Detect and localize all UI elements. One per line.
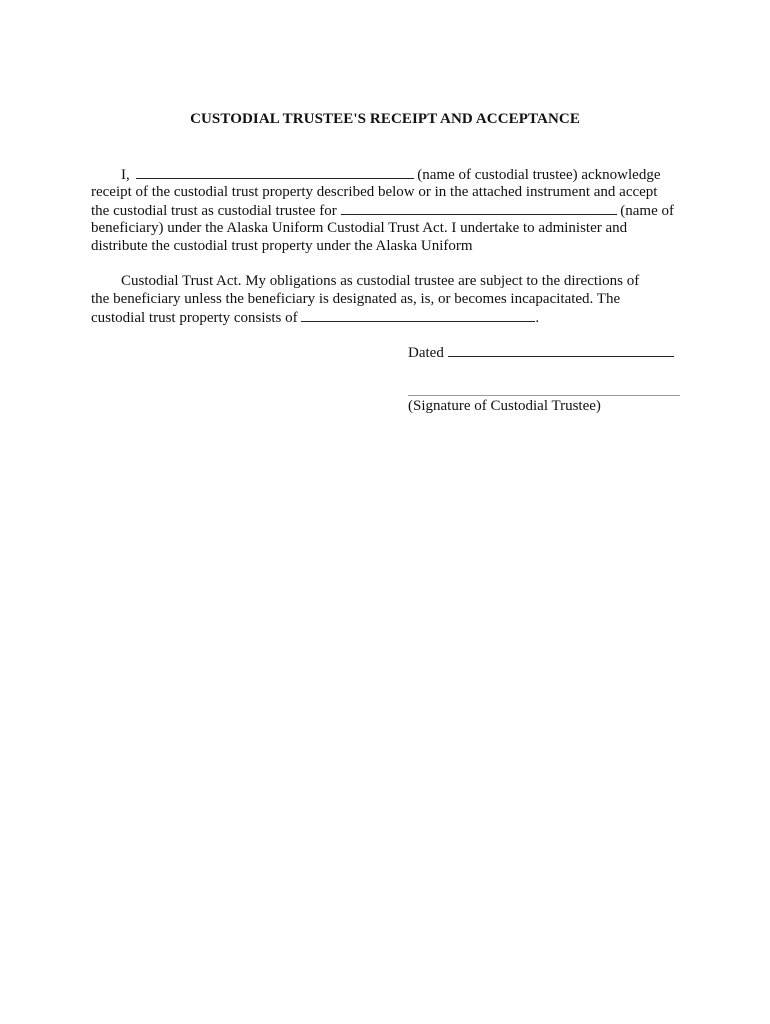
paragraph2-line1: Custodial Trust Act. My obligations as custodial trustee are subject to the directions of [121, 273, 640, 289]
paragraph2-line2: the beneficiary unless the beneficiary is designated as, is, or becomes incapacitated. The [91, 291, 621, 307]
date-field[interactable] [448, 343, 674, 357]
custodial-trustee-name-field[interactable] [136, 165, 414, 179]
signature-line[interactable] [408, 395, 680, 396]
document-title: CUSTODIAL TRUSTEE'S RECEIPT AND ACCEPTANCE [190, 111, 580, 127]
property-prefix: custodial trust property consists of [91, 310, 298, 326]
paragraph1-line3 [91, 201, 674, 220]
paragraph1-line2: receipt of the custodial trust property described below or in the attached instrument and accept [91, 184, 658, 200]
paragraph1-line5: distribute the custodial trust property under the Alaska Uniform [91, 238, 473, 254]
beneficiary-suffix: (name of [620, 203, 675, 219]
paragraph2-line3 [91, 308, 539, 327]
property-suffix: . [535, 310, 540, 326]
trustee-name-suffix: (name of custodial trustee) acknowledge [417, 167, 661, 183]
trust-property-field[interactable] [301, 308, 535, 322]
signature-caption: (Signature of Custodial Trustee) [408, 398, 601, 414]
beneficiary-name-field[interactable] [341, 201, 617, 215]
beneficiary-prefix: the custodial trust as custodial trustee for [91, 203, 337, 219]
paragraph1-line4: beneficiary) under the Alaska Uniform Custodial Trust Act. I undertake to administer and [91, 220, 628, 236]
dated-row [408, 343, 674, 362]
dated-label: Dated [408, 345, 444, 361]
paragraph1-line1 [121, 165, 661, 184]
trustee-name-prefix: I, [121, 167, 130, 183]
